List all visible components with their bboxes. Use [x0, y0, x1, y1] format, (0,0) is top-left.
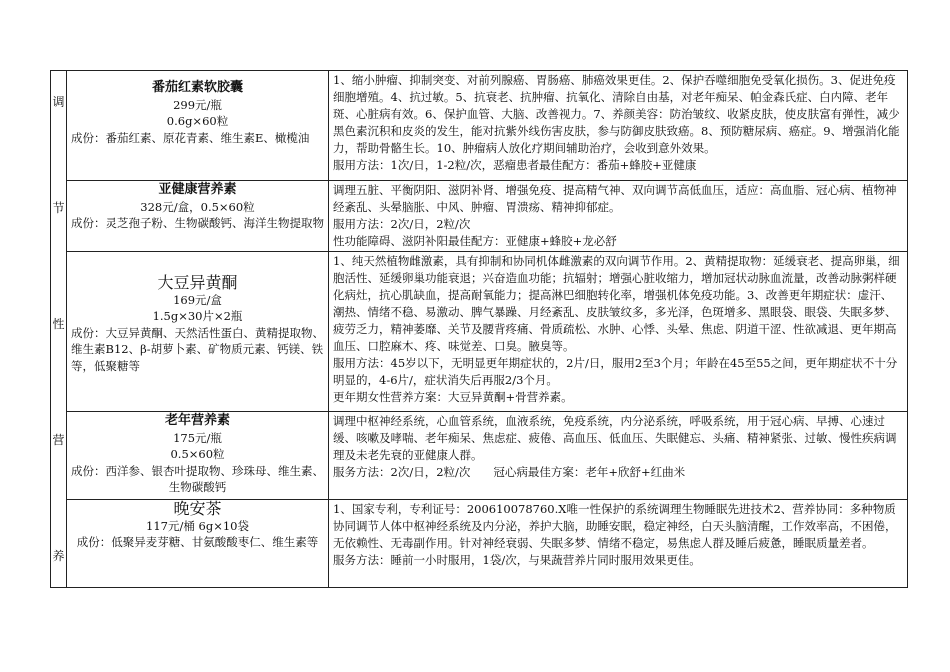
table-row [51, 412, 908, 500]
product-name: 番茄红素软胶囊 [151, 80, 243, 95]
product-ingredients: 成份：灵芝孢子粉、生物碳酸钙、海洋生物提取物 [71, 216, 324, 230]
product-ingredients: 成份：西洋参、银杏叶提取物、珍珠母、维生素、生物碳酸钙 [71, 463, 324, 494]
product-cell [67, 181, 329, 252]
product-cell [67, 412, 329, 500]
product-price: 117元/桶 6g×10袋 [146, 518, 249, 533]
product-cell [67, 71, 329, 181]
product-spec: 0.5×60粒 [170, 447, 225, 461]
product-name: 老年营养素 [164, 413, 230, 428]
formula-text: 性功能障碍、滋阴补阳最佳配方：亚健康+蜂胶+龙必舒 [333, 234, 617, 248]
description-cell [329, 71, 908, 181]
description-text: 调理五脏、平衡阴阳、滋阴补肾、增强免疫、提高精气神、双向调节高低血压，适应：高血脂、冠心病、植物神经紊乱、头晕脑胀、中风、肿瘤、胃溃疡、精神抑郁症。 [333, 183, 897, 214]
product-ingredients: 成份：大豆异黄酮、天然活性蛋白、黄精提取物、维生素B12、β-胡萝卜素、矿物质元素、钙镁、铁等，低聚糖等 [71, 325, 324, 373]
product-table [50, 70, 908, 588]
product-name: 亚健康营养素 [158, 182, 237, 197]
product-spec: 0.6g×60粒 [166, 114, 229, 128]
usage-text: 服务方法：2次/日，2粒/次 冠心病最佳方案：老年+欣舒+红曲米 [333, 465, 686, 479]
table-row [51, 71, 908, 181]
table-row [51, 252, 908, 412]
description-text: 1、缩小肿瘤、抑制突变、对前列腺癌、胃肠癌、肺癌效果更佳。2、保护吞噬细胞免受氧化损伤。3、促进免疫细胞增殖。4、抗过敏。5、抗衰老、抗肿瘤、抗氧化、清除自由基，对老年痴呆、帕金森氏症、白内障、老年斑、心脏病有效。6、保护血管、大脑、改善视力。7、养颜美容：防治皱纹、收紧皮肤，使皮肤富有弹性，减少黑色素沉积和皮炎的发生，能对抗紫外线伤害皮肤，参与防御皮肤致癌。8、预防糖尿病、癌症。9、增强消化能力，帮助骨骼生长。10、肿瘤病人放化疗期间辅助治疗，会收到意外效果。 [333, 73, 900, 155]
table-row [51, 500, 908, 588]
product-cell [67, 500, 329, 588]
product-price: 169元/盒 [173, 292, 222, 307]
category-char: 营 [52, 433, 65, 447]
description-text: 1、纯天然植物雌激素，具有抑制和协同机体雌激素的双向调节作用。2、黄精提取物：延缓衰老、提高卵巢，细胞活性、延缓卵巢功能衰退；兴奋造血功能；抗辐射；增强心脏收缩力，增加冠状动脉血流量，改善动脉粥样硬化病灶，抗心肌缺血，提高耐氧能力；提高淋巴细胞转化率，增强机体免疫功能。3、改善更年期症状：虚汗、潮热、情绪不稳、易激动、脾气暴躁、月经紊乱、皮肤皱纹多，多光泽，色斑增多、黑眼袋、眼袋、失眠多梦、疲劳乏力，精神萎靡、关节及腰背疼痛、骨质疏松、水肿、心悸、头晕、焦虑、阴道干涩、性欲减退、更年期高血压、口腔麻木、疼、味觉差、口臭。腋臭等。 [333, 254, 900, 353]
product-name: 大豆异黄酮 [157, 273, 238, 292]
usage-text: 服用方法：1次/日，1-2粒/次，恶瘤患者最佳配方：番茄+蜂胶+亚健康 [333, 158, 697, 172]
product-ingredients: 成份：番茄红素、原花青素、维生素E、橄榄油 [71, 130, 310, 145]
usage-text: 服用方法：2次/日，2粒/次 [333, 217, 471, 231]
product-cell [67, 252, 329, 412]
product-ingredients: 成份：低聚异麦芽糖、甘氨酸酸枣仁、维生素等 [76, 535, 319, 549]
category-char: 性 [52, 317, 65, 331]
product-spec: 1.5g×30片×2瓶 [152, 309, 243, 323]
product-price: 175元/瓶 [173, 430, 222, 445]
description-cell [329, 500, 908, 588]
category-char: 养 [52, 549, 65, 563]
description-cell [329, 412, 908, 500]
category-char: 调 [52, 95, 65, 109]
product-name: 晚安茶 [173, 499, 222, 518]
usage-text: 服务方法：睡前一小时服用，1袋/次，与果蔬营养片同时服用效果更佳。 [333, 553, 701, 567]
description-text: 1、国家专利，专利证号：200610078760.X唯一性保护的系统调理生物睡眠先进技术2、营养协同：多种物质协同调节人体中枢神经系统及内分泌，养护大脑，助睡安眠，稳定神经，白天头脑清醒，工作效率高，不困倦，无依赖性、无毒副作用。针对神经衰弱、失眠多梦、情绪不稳定，易焦虑人群及睡后疲惫，睡眠质量差者。 [333, 502, 897, 550]
category-cell [51, 71, 67, 588]
description-text: 调理中枢神经系统，心血管系统，血液系统，免疫系统，内分泌系统，呼吸系统，用于冠心病、早搏、心速过缓、咳嗽及哮喘、老年痴呆、焦虑症、疲倦、高血压、低血压、失眠健忘、头痛、精神紧张、过敏、慢性疾病调理及未老先衰的亚健康人群。 [333, 414, 897, 462]
table-row [51, 181, 908, 252]
description-cell [329, 252, 908, 412]
formula-text: 更年期女性营养方案：大豆异黄酮+骨营养素。 [333, 390, 573, 404]
product-price: 299元/瓶 [173, 97, 222, 112]
usage-text: 服用方法：45岁以下，无明显更年期症状的，2片/日，服用2至3个月；年龄在45至55之间，更年期症状不十分明显的，4-6片/，症状消失后再服2/3个月。 [333, 356, 898, 387]
description-cell [329, 181, 908, 252]
category-char: 节 [52, 201, 65, 215]
product-price: 328元/盒，0.5×60粒 [140, 199, 255, 214]
